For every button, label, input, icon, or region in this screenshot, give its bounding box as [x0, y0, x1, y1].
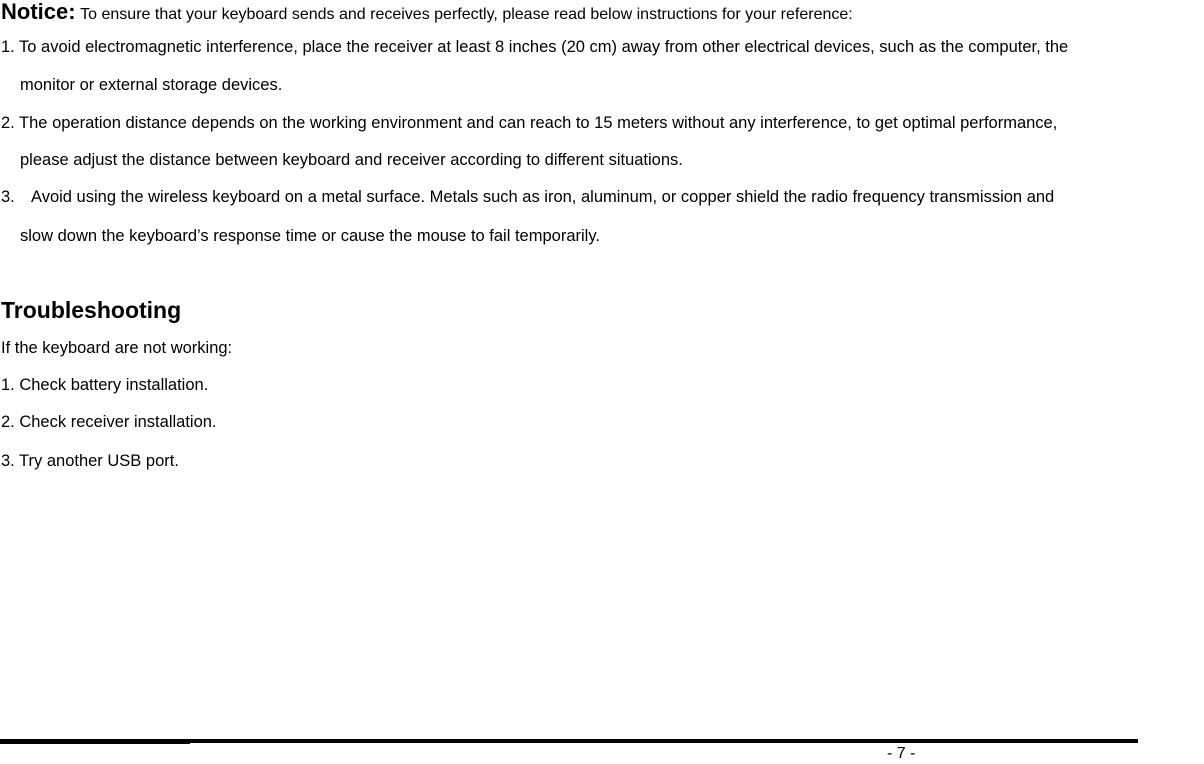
troubleshooting-step-2: 2. Check receiver installation. [1, 413, 217, 431]
notice-label: Notice: [1, 0, 76, 24]
notice-intro: To ensure that your keyboard sends and receives perfectly, please read below instructions for your reference: [80, 6, 853, 23]
troubleshooting-heading: Troubleshooting [1, 297, 182, 323]
notice-item-1-line-2: monitor or external storage devices. [20, 76, 283, 94]
notice-item-2-line-1: 2. The operation distance depends on the working environment and can reach to 15 meters without any interference, to get optimal performance, [1, 114, 1058, 132]
notice-item-3-line-1 [1, 187, 1054, 207]
notice-item-2-line-2: please adjust the distance between keyboard and receiver according to different situations. [20, 151, 683, 169]
notice-item-3-line-2: slow down the keyboard’s response time or cause the mouse to fail temporarily. [20, 227, 600, 245]
troubleshooting-intro: If the keyboard are not working: [1, 339, 233, 357]
notice-item-3-number: 3. [1, 188, 15, 206]
page-number: - 7 - [887, 745, 916, 762]
footer-divider-underline [0, 743, 190, 744]
notice-item-3-text: Avoid using the wireless keyboard on a metal surface. Metals such as iron, aluminum, or copper shield the radio frequency transmission and [31, 188, 1055, 206]
notice-item-1-line-1: 1. To avoid electromagnetic interference, place the receiver at least 8 inches (20 cm) away from other electrical devices, such as the computer, the [1, 38, 1069, 56]
troubleshooting-step-3: 3. Try another USB port. [1, 452, 179, 470]
notice-intro-line [1, 0, 853, 27]
troubleshooting-step-1: 1. Check battery installation. [1, 376, 209, 394]
